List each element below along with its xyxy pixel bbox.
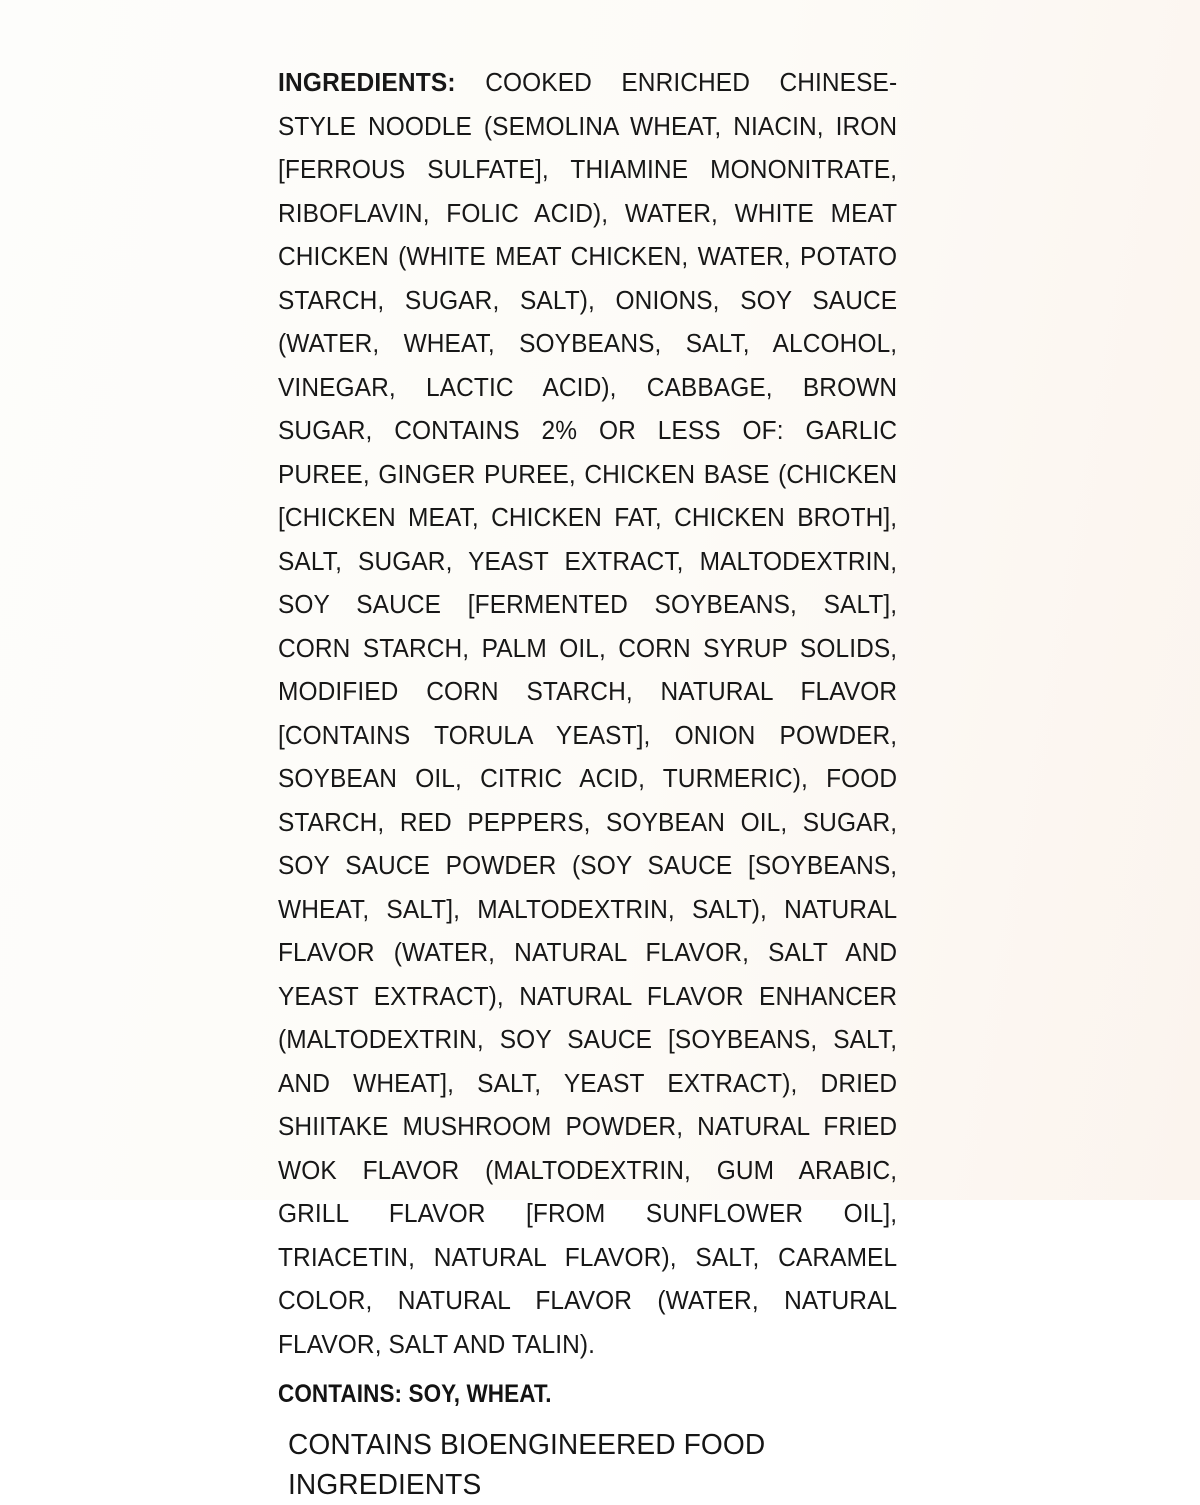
- contains-allergen-statement: CONTAINS: SOY, WHEAT.: [278, 1380, 552, 1408]
- ingredients-paragraph: [278, 62, 897, 1367]
- ingredients-body-text: COOKED ENRICHED CHINESE-STYLE NOODLE (SEMOLINA WHEAT, NIACIN, IRON [FERROUS SULFATE], THIAMINE MONONITRATE, RIBOFLAVIN, FOLIC ACID), WATER, WHITE MEAT CHICKEN (WHITE MEAT CHICKEN, WATER, POTATO STARCH, SUGAR, SALT), ONIONS, SOY SAUCE (WATER, WHEAT, SOYBEANS, SALT, ALCOHOL, VINEGAR, LACTIC ACID), CABBAGE, BROWN SUGAR, CONTAINS 2% OR LESS OF: GARLIC PUREE, GINGER PUREE, CHICKEN BASE (CHICKEN [CHICKEN MEAT, CHICKEN FAT, CHICKEN BROTH], SALT, SUGAR, YEAST EXTRACT, MALTODEXTRIN, SOY SAUCE [FERMENTED SOYBEANS, SALT], CORN STARCH, PALM OIL, CORN SYRUP SOLIDS, MODIFIED CORN STARCH, NATURAL FLAVOR [CONTAINS TORULA YEAST], ONION POWDER, SOYBEAN OIL, CITRIC ACID, TURMERIC), FOOD STARCH, RED PEPPERS, SOYBEAN OIL, SUGAR, SOY SAUCE POWDER (SOY SAUCE [SOYBEANS, WHEAT, SALT], MALTODEXTRIN, SALT), NATURAL FLAVOR (WATER, NATURAL FLAVOR, SALT AND YEAST EXTRACT), NATURAL FLAVOR ENHANCER (MALTODEXTRIN, SOY SAUCE [SOYBEANS, SALT, AND WHEAT], SALT, YEAST EXTRACT), DRIED SHIITAKE MUSHROOM POWDER, NATURAL FRIED WOK FLAVOR (MALTODEXTRIN, GUM ARABIC, GRILL FLAVOR [FROM SUNFLOWER OIL], TRIACETIN, NATURAL FLAVOR), SALT, CARAMEL COLOR, NATURAL FLAVOR (WATER, NATURAL FLAVOR, SALT AND TALIN).: [278, 69, 898, 1359]
- bioengineered-statement: CONTAINS BIOENGINEERED FOOD INGREDIENTS: [288, 1429, 766, 1501]
- label-content: [278, 62, 923, 1505]
- ingredients-heading: INGREDIENTS:: [278, 69, 456, 97]
